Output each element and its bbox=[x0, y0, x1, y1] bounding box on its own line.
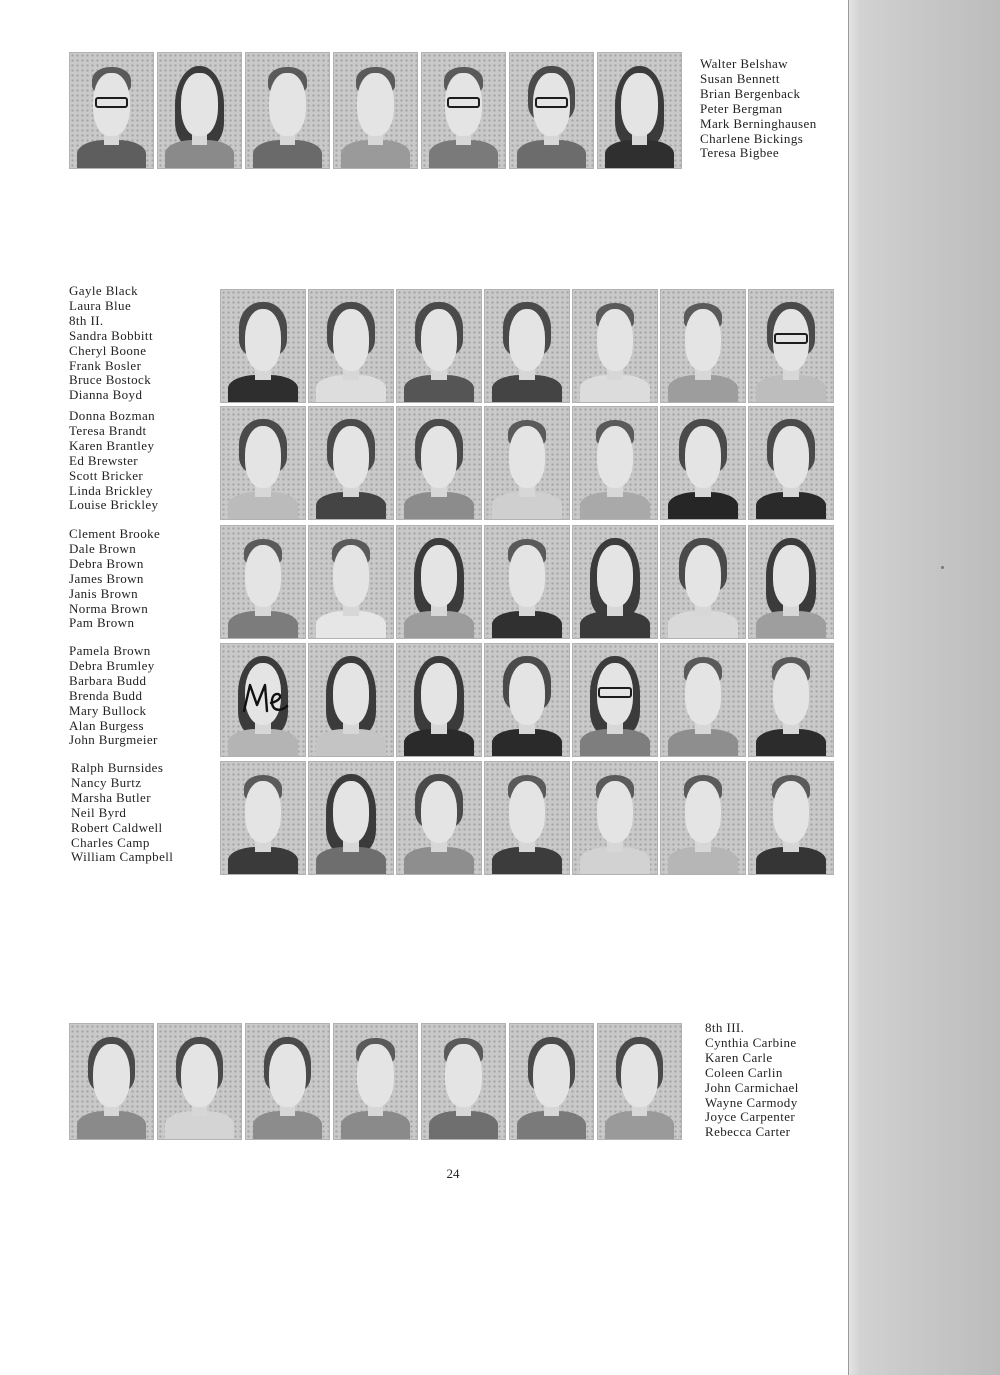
student-portrait-photo bbox=[396, 525, 482, 639]
student-portrait-photo bbox=[597, 1023, 682, 1140]
top-names-list bbox=[700, 57, 817, 161]
student-portrait-photo bbox=[484, 761, 570, 875]
student-name: Wayne Carmody bbox=[705, 1094, 798, 1110]
student-name: Debra Brumley bbox=[69, 657, 155, 673]
student-portrait-photo bbox=[396, 289, 482, 403]
student-portrait-photo bbox=[660, 406, 746, 520]
student-name: Dianna Boyd bbox=[69, 387, 143, 403]
student-name: Rebecca Carter bbox=[705, 1124, 791, 1140]
student-name: Brenda Budd bbox=[69, 687, 143, 703]
student-portrait-photo bbox=[69, 52, 154, 169]
student-name: John Carmichael bbox=[705, 1079, 799, 1095]
student-portrait-photo bbox=[484, 289, 570, 403]
student-name: Scott Bricker bbox=[69, 467, 144, 483]
student-name: Karen Carle bbox=[705, 1049, 773, 1065]
student-name: Clement Brooke bbox=[69, 526, 161, 541]
student-name: Gayle Black bbox=[69, 283, 139, 298]
student-name: Teresa Bigbee bbox=[700, 145, 780, 161]
student-portrait-photo bbox=[333, 52, 418, 169]
student-portrait-photo bbox=[396, 406, 482, 520]
student-name: Mark Berninghausen bbox=[700, 115, 817, 131]
student-portrait-photo bbox=[220, 525, 306, 639]
book-spine-shadow bbox=[848, 0, 1000, 1375]
student-portrait-photo bbox=[509, 1023, 594, 1140]
student-name: Alan Burgess bbox=[69, 717, 144, 733]
scan-speck bbox=[941, 566, 944, 569]
student-name: John Burgmeier bbox=[69, 732, 158, 748]
student-portrait-photo bbox=[572, 643, 658, 757]
student-portrait-photo bbox=[748, 525, 834, 639]
student-name: Donna Bozman bbox=[69, 408, 156, 423]
student-name: Mary Bullock bbox=[69, 702, 147, 718]
student-portrait-photo bbox=[572, 406, 658, 520]
names-group-2 bbox=[69, 409, 158, 513]
student-portrait-photo bbox=[660, 761, 746, 875]
student-portrait-photo bbox=[660, 643, 746, 757]
student-portrait-photo bbox=[660, 525, 746, 639]
student-name: William Campbell bbox=[71, 849, 174, 865]
homeroom-heading: 8th II. bbox=[69, 312, 104, 328]
student-portrait-photo bbox=[157, 52, 242, 169]
student-name: Cheryl Boone bbox=[69, 342, 147, 358]
bottom-names-list bbox=[705, 1021, 799, 1140]
student-name: Robert Caldwell bbox=[71, 819, 163, 835]
student-portrait-photo bbox=[421, 1023, 506, 1140]
student-portrait-photo bbox=[484, 525, 570, 639]
student-portrait-photo bbox=[308, 525, 394, 639]
student-portrait-photo bbox=[157, 1023, 242, 1140]
student-name: Bruce Bostock bbox=[69, 372, 152, 388]
student-name: Louise Brickley bbox=[69, 497, 159, 513]
student-portrait-photo bbox=[484, 406, 570, 520]
student-portrait-photo bbox=[748, 761, 834, 875]
student-name: Linda Brickley bbox=[69, 482, 153, 498]
student-name: Karen Brantley bbox=[69, 437, 155, 453]
student-name: Pam Brown bbox=[69, 615, 135, 631]
handwritten-me-annotation bbox=[241, 681, 289, 715]
student-portrait-photo bbox=[421, 52, 506, 169]
student-name: Walter Belshaw bbox=[700, 56, 788, 71]
student-name: James Brown bbox=[69, 570, 144, 586]
student-name: Cynthia Carbine bbox=[705, 1034, 797, 1050]
student-portrait-photo bbox=[220, 406, 306, 520]
student-name: Brian Bergenback bbox=[700, 85, 801, 101]
student-name: Sandra Bobbitt bbox=[69, 327, 153, 343]
student-portrait-photo bbox=[308, 643, 394, 757]
student-portrait-photo bbox=[660, 289, 746, 403]
student-name: Peter Bergman bbox=[700, 100, 783, 116]
student-name: Ralph Burnsides bbox=[71, 760, 164, 775]
student-name: Norma Brown bbox=[69, 600, 149, 616]
student-name: Susan Bennett bbox=[700, 70, 780, 86]
student-name: Nancy Burtz bbox=[71, 774, 142, 790]
student-portrait-photo bbox=[748, 406, 834, 520]
student-portrait-photo bbox=[572, 289, 658, 403]
student-portrait-photo bbox=[572, 525, 658, 639]
student-portrait-photo bbox=[308, 406, 394, 520]
student-name: Barbara Budd bbox=[69, 672, 147, 688]
student-name: Janis Brown bbox=[69, 585, 139, 601]
names-group-1 bbox=[69, 284, 153, 403]
names-group-5 bbox=[71, 761, 173, 865]
names-group-4 bbox=[69, 644, 158, 748]
student-portrait-photo bbox=[245, 1023, 330, 1140]
student-portrait-photo bbox=[333, 1023, 418, 1140]
student-name: Teresa Brandt bbox=[69, 422, 147, 438]
student-name: Marsha Butler bbox=[71, 789, 151, 805]
student-portrait-photo bbox=[245, 52, 330, 169]
student-name: Joyce Carpenter bbox=[705, 1109, 796, 1125]
student-portrait-photo bbox=[69, 1023, 154, 1140]
student-portrait-photo bbox=[748, 289, 834, 403]
homeroom-heading: 8th III. bbox=[705, 1020, 745, 1035]
student-portrait-photo bbox=[748, 643, 834, 757]
student-name: Debra Brown bbox=[69, 555, 144, 571]
student-portrait-photo bbox=[220, 289, 306, 403]
student-name: Pamela Brown bbox=[69, 643, 151, 658]
student-portrait-photo bbox=[396, 761, 482, 875]
student-name: Charles Camp bbox=[71, 834, 150, 850]
student-name: Coleen Carlin bbox=[705, 1064, 783, 1080]
student-portrait-photo bbox=[597, 52, 682, 169]
student-portrait-photo bbox=[509, 52, 594, 169]
student-name: Dale Brown bbox=[69, 540, 137, 556]
student-name: Neil Byrd bbox=[71, 804, 127, 820]
student-portrait-photo bbox=[484, 643, 570, 757]
student-name: Ed Brewster bbox=[69, 452, 139, 468]
page-number: 24 bbox=[446, 1166, 460, 1181]
names-group-3 bbox=[69, 527, 160, 631]
student-name: Laura Blue bbox=[69, 297, 132, 313]
student-portrait-photo bbox=[572, 761, 658, 875]
student-name: Charlene Bickings bbox=[700, 130, 804, 146]
student-name: Frank Bosler bbox=[69, 357, 142, 373]
student-portrait-photo bbox=[308, 289, 394, 403]
student-portrait-photo bbox=[220, 761, 306, 875]
student-portrait-photo bbox=[396, 643, 482, 757]
student-portrait-photo bbox=[308, 761, 394, 875]
